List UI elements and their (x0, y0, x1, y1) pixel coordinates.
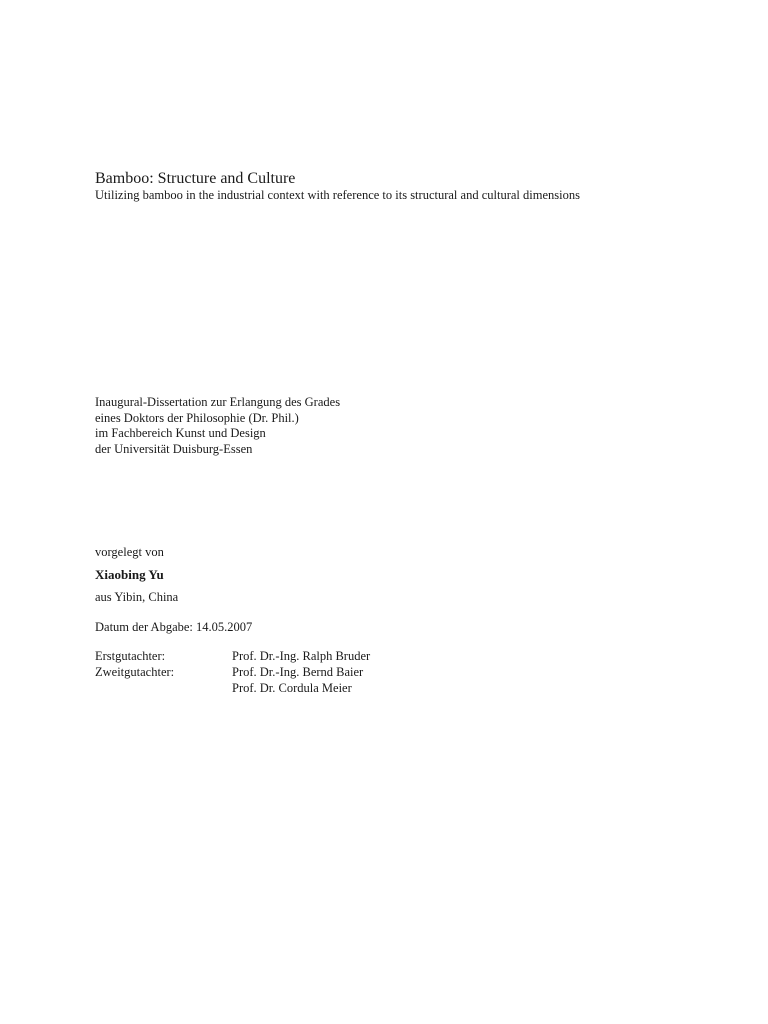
reviewer-row (95, 664, 370, 680)
reviewer-role (95, 680, 232, 696)
degree-statement (95, 395, 340, 457)
reviewer-name: Prof. Dr.-Ing. Ralph Bruder (232, 649, 371, 663)
author-name: Xiaobing Yu (95, 567, 164, 582)
author-origin: aus Yibin, China (95, 590, 179, 604)
degree-line: der Universität Duisburg-Essen (95, 441, 253, 456)
degree-line: eines Doktors der Philosophie (Dr. Phil.) (95, 410, 299, 425)
document-title: Bamboo: Structure and Culture (95, 170, 296, 187)
reviewer-role: Erstgutachter: (95, 649, 166, 663)
reviewer-role: Zweitgutachter: (95, 665, 175, 679)
submitted-by-label: vorgelegt von (95, 545, 164, 559)
submission-date: Datum der Abgabe: 14.05.2007 (95, 620, 253, 634)
reviewer-name: Prof. Dr. Cordula Meier (232, 681, 352, 695)
reviewer-name: Prof. Dr.-Ing. Bernd Baier (232, 665, 364, 679)
degree-line: im Fachbereich Kunst und Design (95, 426, 266, 440)
reviewers-list (95, 648, 370, 696)
reviewer-row (95, 648, 370, 664)
document-subtitle: Utilizing bamboo in the industrial context with reference to its structural and cultural dimensions (95, 188, 580, 202)
degree-line: Inaugural-Dissertation zur Erlangung des Grades (95, 395, 341, 409)
reviewer-row (95, 680, 370, 696)
